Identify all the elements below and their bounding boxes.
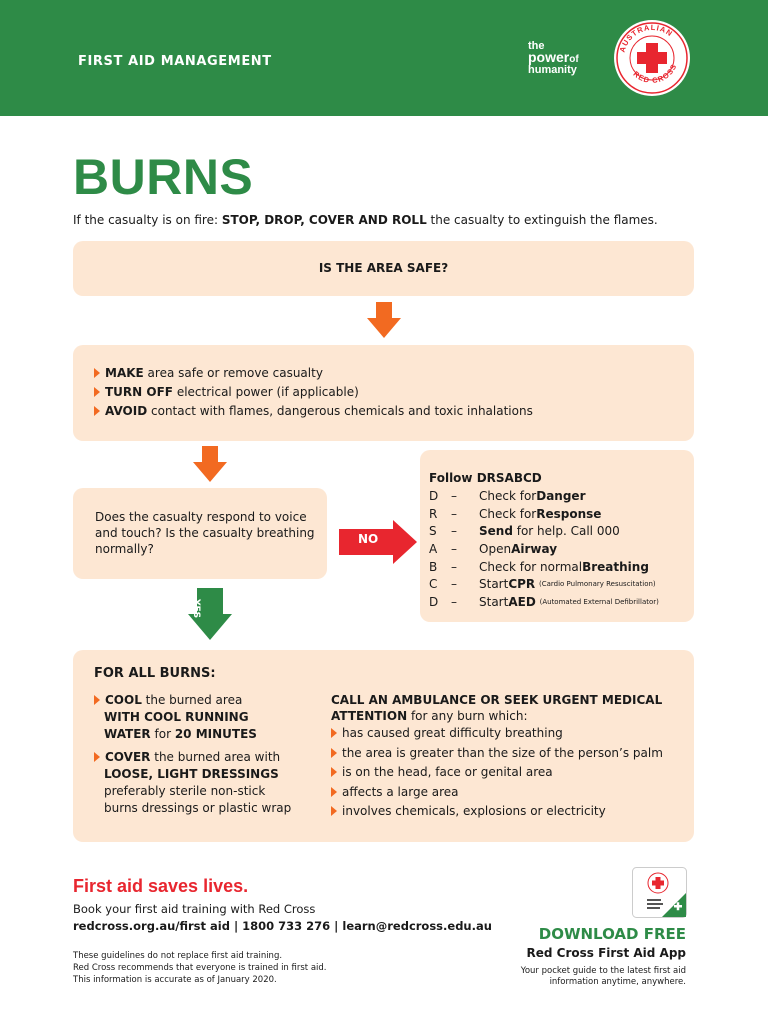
list-item: involves chemicals, explosions or electricity xyxy=(331,802,663,822)
list-item: is on the head, face or genital area xyxy=(331,763,663,783)
drsabcd-step: A – Open Airway xyxy=(429,541,558,556)
list-item: MAKE area safe or remove casualty xyxy=(94,364,533,383)
down-arrow-icon xyxy=(367,302,401,338)
bullet-triangle-icon xyxy=(94,752,100,762)
disclaimer: These guidelines do not replace first aid training. Red Cross recommends that everyone is trained in first aid. This information is accurate as of January 2020. xyxy=(73,951,327,985)
bullet-triangle-icon xyxy=(331,787,337,797)
area-safe-box xyxy=(73,241,694,296)
list-item: COOL the burned area WITH COOL RUNNING WATER for 20 MINUTES xyxy=(94,692,291,743)
svg-text:RED CROSS: RED CROSS xyxy=(631,62,679,86)
red-cross-logo-icon xyxy=(613,19,691,97)
all-burns-heading: FOR ALL BURNS: xyxy=(94,666,216,681)
drsabcd-list xyxy=(429,471,659,611)
bullet-triangle-icon xyxy=(94,368,100,378)
header-title: FIRST AID MANAGEMENT xyxy=(78,54,272,69)
drsabcd-step: D – Check for Danger xyxy=(429,488,586,503)
intro-text: If the casualty is on fire: STOP, DROP, COVER AND ROLL the casualty to extinguish the flames. xyxy=(73,213,658,227)
safety-actions-box xyxy=(73,345,694,441)
drsabcd-step: S – Send for help. Call 000 xyxy=(429,524,620,539)
respond-question-box xyxy=(73,488,327,579)
no-label: NO xyxy=(358,532,379,546)
down-arrow-icon xyxy=(193,446,227,482)
list-item: affects a large area xyxy=(331,783,663,803)
list-item: COVER the burned area with LOOSE, LIGHT DRESSINGS preferably sterile non-stick burns dressings or plastic wrap xyxy=(94,749,291,817)
yes-label: YES xyxy=(191,599,201,619)
contact-links[interactable]: redcross.org.au/first aid | 1800 733 276 | learn@redcross.edu.au xyxy=(73,919,492,933)
ambulance-heading: CALL AN AMBULANCE OR SEEK URGENT MEDICAL xyxy=(331,693,663,707)
safety-actions-list xyxy=(94,364,533,421)
app-name: Red Cross First Aid App xyxy=(526,946,686,960)
bullet-triangle-icon xyxy=(331,767,337,777)
drsabcd-step: R – Check for Response xyxy=(429,506,602,521)
header-bar xyxy=(0,0,768,116)
bullet-triangle-icon xyxy=(331,748,337,758)
brand-line1: the xyxy=(528,40,545,52)
list-item: has caused great difficulty breathing xyxy=(331,724,663,744)
drsabcd-heading: Follow DRSABCD xyxy=(429,471,542,485)
first-aid-saves-lives: First aid saves lives. xyxy=(73,876,249,896)
download-free[interactable]: DOWNLOAD FREE xyxy=(538,925,686,943)
drsabcd-step: D – Start AED (Automated External Defibrillator) xyxy=(429,594,659,609)
page-title: BURNS xyxy=(73,149,254,205)
app-icon[interactable] xyxy=(632,867,687,918)
bullet-triangle-icon xyxy=(94,387,100,397)
area-safe-question: IS THE AREA SAFE? xyxy=(318,261,449,275)
all-burns-box xyxy=(73,650,694,842)
respond-question: Does the casualty respond to voice and touch? Is the casualty breathing normally? xyxy=(95,510,315,556)
bullet-triangle-icon xyxy=(94,406,100,416)
bullet-triangle-icon xyxy=(94,695,100,705)
treatment-list xyxy=(94,692,291,823)
drsabcd-step: B – Check for normal Breathing xyxy=(429,559,649,574)
drsabcd-step: C – Start CPR (Cardio Pulmonary Resuscitation) xyxy=(429,577,656,592)
brand-line2: powerof xyxy=(528,49,579,65)
list-item: the area is greater than the size of the person’s palm xyxy=(331,744,663,764)
svg-text:AUSTRALIAN: AUSTRALIAN xyxy=(617,22,675,54)
brand-wordmark xyxy=(528,41,579,76)
drsabcd-box xyxy=(420,450,694,622)
list-item: AVOID contact with flames, dangerous chemicals and toxic inhalations xyxy=(94,402,533,421)
bullet-triangle-icon xyxy=(331,806,337,816)
list-item: TURN OFF electrical power (if applicable) xyxy=(94,383,533,402)
ambulance-criteria: CALL AN AMBULANCE OR SEEK URGENT MEDICAL ATTENTION for any burn which: has caused great difficulty breathing the area is greater than the size of the person’s palm is on the head, face or genital area affects a large area involves chemicals, explosions or electricity xyxy=(331,692,663,822)
brand-line3: humanity xyxy=(528,64,577,76)
bullet-triangle-icon xyxy=(331,728,337,738)
book-training-text: Book your first aid training with Red Cross xyxy=(73,902,316,916)
app-tagline: Your pocket guide to the latest first aid information anytime, anywhere. xyxy=(520,966,686,987)
